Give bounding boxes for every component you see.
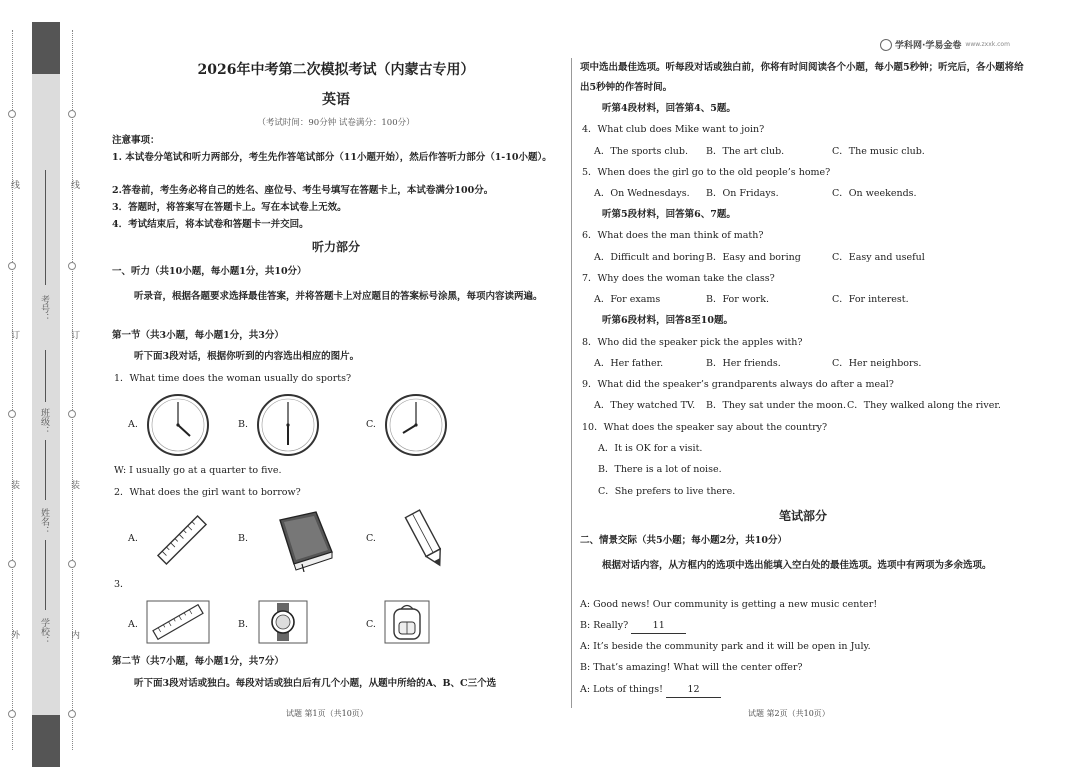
- q4-opt-c: C．The music club.: [832, 146, 925, 157]
- q1-label-a: A.: [128, 419, 138, 430]
- q8-opt-b: B．Her friends.: [706, 358, 781, 369]
- q3-label-a: A.: [128, 619, 138, 630]
- class-field[interactable]: [45, 350, 46, 402]
- mark-xian-inner: 线: [69, 180, 79, 189]
- mark-ding-inner: 订: [69, 330, 79, 339]
- q3-label-c: C.: [366, 619, 376, 630]
- q5-opt-b: B．On Fridays.: [706, 188, 779, 199]
- material-6: 听第6段材料，回答8至10题。: [602, 315, 733, 326]
- dialogue-5-text: A: Lots of things!: [580, 684, 663, 695]
- header-logo: [880, 38, 1010, 51]
- column-divider: [571, 58, 572, 708]
- strip-cap-bottom: [32, 715, 60, 767]
- dialogue-line-2: [580, 619, 686, 634]
- q10-opt-c: C．She prefers to live there.: [598, 486, 736, 497]
- part2-cont: 项中选出最佳选项。听每段对话或独白前，你将有时间阅读各个小题，每小题5秒钟；听完后，各小题将给出5秒钟的作答时间。: [580, 62, 1024, 93]
- outer-dotted-line: [12, 30, 13, 750]
- material-4: 听第4段材料，回答第4、5题。: [602, 103, 736, 114]
- question-6: 6．What does the man think of math?: [582, 230, 764, 241]
- binding-strip: [32, 22, 60, 767]
- q4-options: [594, 145, 925, 159]
- logo-text: 学科网·学易金卷: [895, 41, 962, 51]
- q5-options: [594, 187, 917, 201]
- clock-icon: [146, 393, 210, 457]
- q8-options: [594, 357, 921, 371]
- punch-circle: [8, 710, 16, 718]
- logo-icon: [880, 39, 892, 51]
- note-4: 4．考试结束后，将本试卷和答题卡一并交回。: [112, 219, 309, 230]
- page-title: 2026年中考第二次模拟考试（内蒙古专用）: [197, 62, 475, 78]
- q6-options: [594, 251, 925, 265]
- q1-label-c: C.: [366, 419, 376, 430]
- q7-opt-b: B．For work.: [706, 294, 770, 305]
- note-1: 1. 本试卷分笔试和听力两部分，考生先作答笔试部分（11小题开始），然后作答听力部分（1-10小题）。: [112, 152, 552, 163]
- class-label: 班级：: [39, 408, 49, 435]
- pencil-icon: [404, 506, 450, 572]
- part2-title: 第二节（共7小题，每小题1分，共7分）: [112, 656, 284, 667]
- school-label: 学校：: [39, 618, 49, 645]
- mark-xian-outer: 线: [9, 180, 19, 189]
- q9-opt-a: A．They watched TV.: [594, 400, 696, 411]
- mark-zhuang-outer: 装: [9, 480, 19, 489]
- section2-instr: 根据对话内容，从方框内的选项中选出能填入空白处的最佳选项。选项中有两项为多余选项。: [602, 560, 992, 571]
- question-7: 7．Why does the woman take the class?: [582, 273, 775, 284]
- subject-title: 英语: [322, 92, 350, 108]
- punch-circle: [68, 710, 76, 718]
- note-2: 2.答卷前，考生务必将自己的姓名、座位号、考生号填写在答题卡上，本试卷满分100分。: [112, 185, 494, 196]
- notes-title: 注意事项：: [112, 135, 160, 146]
- q5-opt-a: A．On Wednesdays.: [594, 188, 690, 199]
- q6-opt-a: A．Difficult and boring: [594, 252, 705, 263]
- question-3: 3．: [114, 579, 130, 590]
- q3-label-b: B.: [238, 619, 249, 630]
- blank-12[interactable]: 12: [666, 683, 721, 698]
- logo-sub: www.zxxk.com: [965, 41, 1010, 48]
- ruler-icon: [146, 600, 210, 644]
- section1-title: 一、听力（共10小题，每小题1分，共10分）: [112, 266, 307, 277]
- section2-title: 二、情景交际（共5小题；每小题2分，共10分）: [580, 535, 787, 546]
- dialogue-line-5: [580, 683, 721, 698]
- q8-opt-c: C．Her neighbors.: [832, 358, 922, 369]
- q1-label-b: B.: [238, 419, 249, 430]
- question-8: 8．Who did the speaker pick the apples with?: [582, 337, 803, 348]
- number-label: 考号：: [39, 295, 49, 322]
- strip-cap-top: [32, 22, 60, 74]
- clock-icon: [384, 393, 448, 457]
- question-4: 4．What club does Mike want to join?: [582, 124, 765, 135]
- part1-instr: 听下面3段对话，根据你听到的内容选出相应的图片。: [134, 351, 360, 362]
- number-field[interactable]: [45, 170, 46, 285]
- mark-wai: 外: [9, 630, 19, 639]
- q5-opt-c: C．On weekends.: [832, 188, 917, 199]
- punch-circle: [68, 560, 76, 568]
- name-label: 姓名：: [39, 508, 49, 535]
- q1-note: W: I usually go at a quarter to five.: [114, 465, 282, 476]
- q9-options: [594, 399, 1001, 413]
- mark-ding-outer: 订: [9, 330, 19, 339]
- q8-opt-a: A．Her father.: [594, 358, 664, 369]
- punch-circle: [8, 262, 16, 270]
- blank-11[interactable]: 11: [631, 619, 686, 634]
- q7-opt-a: A．For exams: [594, 294, 661, 305]
- mark-nei: 内: [69, 630, 79, 639]
- left-footer: 试题 第1页（共10页）: [286, 709, 368, 718]
- book-icon: [272, 508, 338, 572]
- q2-label-c: C.: [366, 533, 376, 544]
- mark-zhuang-inner: 装: [69, 480, 79, 489]
- dialogue-line-4: B: That’s amazing! What will the center offer?: [580, 662, 803, 673]
- q7-options: [594, 293, 909, 307]
- binding-margin: [0, 0, 92, 767]
- dialogue-line-1: A: Good news! Our community is getting a new music center!: [580, 599, 878, 610]
- question-5: 5．When does the girl go to the old people’s home?: [582, 167, 831, 178]
- punch-circle: [68, 410, 76, 418]
- q6-opt-c: C．Easy and useful: [832, 252, 925, 263]
- punch-circle: [8, 560, 16, 568]
- clock-icon: [256, 393, 320, 457]
- listening-title: 听力部分: [311, 240, 360, 254]
- q2-label-a: A.: [128, 533, 138, 544]
- question-9: 9．What did the speaker’s grandparents always do after a meal?: [582, 379, 894, 390]
- part2-instr: 听下面3段对话或独白。每段对话或独白后有几个小题，从题中所给的A、B、C三个选: [134, 678, 497, 689]
- backpack-icon: [384, 600, 430, 644]
- punch-circle: [8, 410, 16, 418]
- question-2: 2．What does the girl want to borrow?: [114, 487, 301, 498]
- q9-opt-c: C．They walked along the river.: [847, 400, 1001, 411]
- punch-circle: [68, 262, 76, 270]
- watch-icon: [258, 600, 308, 644]
- q7-opt-c: C．For interest.: [832, 294, 909, 305]
- q10-opt-a: A．It is OK for a visit.: [598, 443, 703, 454]
- inner-dotted-line: [72, 30, 73, 750]
- time-info: （考试时间：90分钟 试卷满分：100分）: [257, 118, 415, 128]
- section1-instr: 听录音，根据各题要求选择最佳答案，并将答题卡上对应题目的答案标号涂黑，每项内容读两遍。: [134, 291, 543, 302]
- q9-opt-b: B．They sat under the moon.: [706, 400, 846, 411]
- school-field[interactable]: [45, 540, 46, 610]
- dialogue-2-text: B: Really?: [580, 620, 629, 631]
- ruler-icon: [152, 510, 212, 570]
- q4-opt-b: B．The art club.: [706, 146, 785, 157]
- punch-circle: [68, 110, 76, 118]
- right-footer: 试题 第2页（共10页）: [748, 709, 830, 718]
- material-5: 听第5段材料，回答第6、7题。: [602, 209, 736, 220]
- dialogue-line-3: A: It’s beside the community park and it will be open in July.: [580, 641, 871, 652]
- question-1: 1．What time does the woman usually do sports?: [114, 373, 352, 384]
- name-field[interactable]: [45, 440, 46, 500]
- q4-opt-a: A．The sports club.: [594, 146, 688, 157]
- punch-circle: [8, 110, 16, 118]
- written-title: 笔试部分: [778, 509, 827, 523]
- q10-opt-b: B．There is a lot of noise.: [598, 464, 722, 475]
- q6-opt-b: B．Easy and boring: [706, 252, 801, 263]
- part1-title: 第一节（共3小题，每小题1分，共3分）: [112, 330, 284, 341]
- q2-label-b: B.: [238, 533, 249, 544]
- note-3: 3．答题时，将答案写在答题卡上。写在本试卷上无效。: [112, 202, 347, 213]
- question-10: 10．What does the speaker say about the country?: [582, 422, 828, 433]
